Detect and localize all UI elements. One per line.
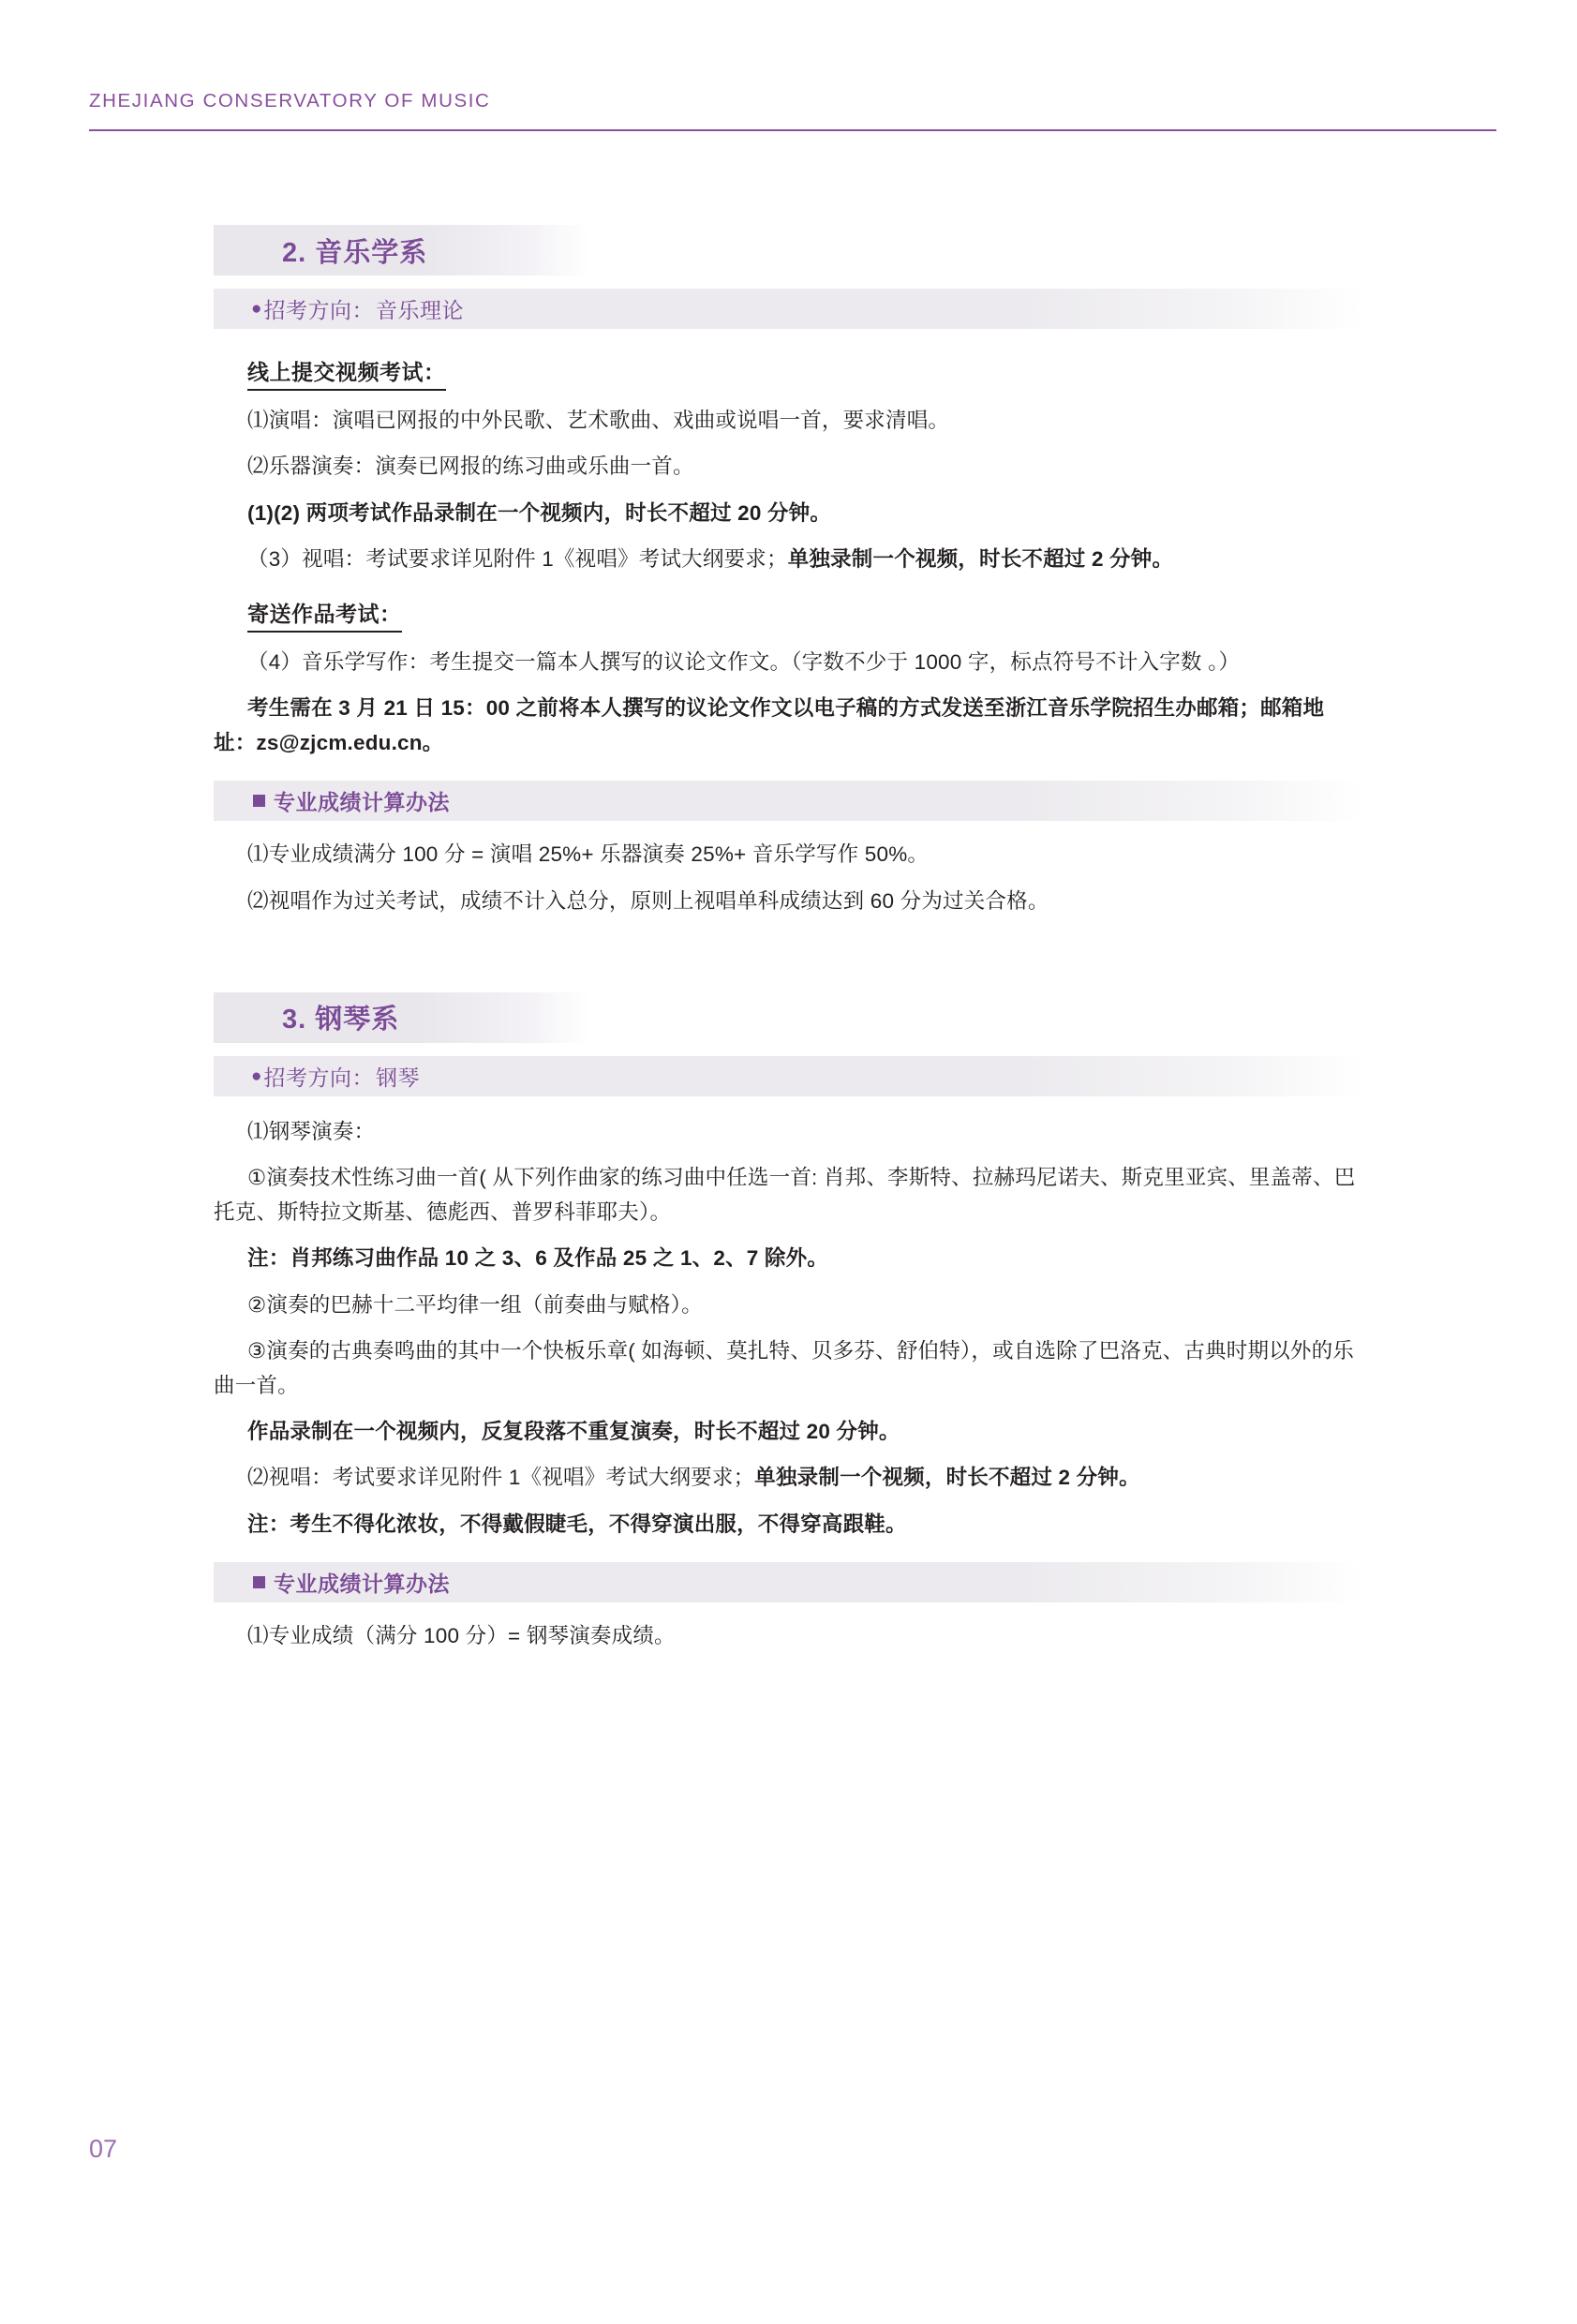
direction-value: 音乐理论 [375,298,464,322]
institution-name: ZHEJIANG CONSERVATORY OF MUSIC [89,90,491,112]
paragraph: ①演奏技术性练习曲一首( 从下列作曲家的练习曲中任选一首: 肖邦、李斯特、拉赫玛尼诺夫、斯克里亚宾、里盖蒂、巴托克、斯特拉文斯基、德彪西、普罗科菲耶夫）。 [214,1166,1356,1224]
section-piano [214,992,1361,1654]
header-divider [89,129,1496,131]
score-calculation-label: 专业成绩计算办法 [274,1572,450,1597]
score-calculation-banner [214,781,1361,821]
section-heading-text: 2. 音乐学系 [282,237,428,268]
paragraph-mixed-bold: 单独录制一个视频，时长不超过 2 分钟。 [787,547,1174,572]
square-bullet-icon [253,1576,265,1588]
score-calculation-banner [214,1562,1361,1602]
paragraph: ⑴演唱：演唱已网报的中外民歌、艺术歌曲、戏曲或说唱一首，要求清唱。 [247,409,950,432]
subheading-mailed-work: 寄送作品考试： [247,597,402,633]
paragraph-bold-contact: 考生需在 3 月 21 日 15：00 之前将本人撰写的议论文作文以电子稿的方式发送至浙江音乐学院招生办邮箱；邮箱地址：zs@zjcm.edu.cn。 [214,696,1325,754]
section-heading-banner [214,225,588,276]
paragraph: ②演奏的巴赫十二平均律一组（前奏曲与赋格）。 [247,1292,703,1317]
section-spacer [214,931,1361,992]
paragraph: ⑴专业成绩（满分 100 分）= 钢琴演奏成绩。 [247,1624,676,1648]
square-bullet-icon [253,795,265,807]
paragraph-mixed-normal: ⑵视唱：考试要求详见附件 1《视唱》考试大纲要求； [247,1466,755,1490]
paragraph: ⑵视唱作为过关考试，成绩不计入总分，原则上视唱单科成绩达到 60 分为过关合格。 [247,888,1049,913]
direction-banner [214,1056,1361,1096]
section-music-studies [214,225,1361,918]
score-calculation-label: 专业成绩计算办法 [274,790,450,815]
direction-label: 招考方向： [263,298,374,322]
page-header [89,90,1496,131]
paragraph: ③演奏的古典奏鸣曲的其中一个快板乐章( 如海顿、莫扎特、贝多芬、舒伯特），或自选除了巴洛克、古典时期以外的乐曲一首。 [214,1339,1354,1397]
paragraph-mixed [214,1461,1361,1495]
subheading-mailed-work-wrap [214,589,1361,646]
paragraph-mixed-normal: （3）视唱：考试要求详见附件 1《视唱》考试大纲要求； [247,547,788,572]
subheading-online-exam-wrap [214,348,1361,404]
paragraph: ⑴专业成绩满分 100 分 = 演唱 25%+ 乐器演奏 25%+ 音乐学写作 50%。 [247,842,930,867]
paragraph: ⑴钢琴演奏： [247,1119,376,1143]
subheading-online-exam: 线上提交视频考试： [247,355,446,391]
document-content [214,225,1361,1666]
bullet-dot-icon: ● [251,1065,262,1086]
direction-value: 钢琴 [375,1065,420,1090]
paragraph: ⑵乐器演奏：演奏已网报的练习曲或乐曲一首。 [247,454,694,479]
paragraph-mixed [214,543,1361,576]
paragraph: （4）音乐学写作：考生提交一篇本人撰写的议论文作文。（字数不少于 1000 字，标点符号不计入字数 。） [247,649,1241,674]
paragraph-bold-note: 注：考生不得化浓妆，不得戴假睫毛，不得穿演出服，不得穿高跟鞋。 [247,1512,907,1536]
paragraph-bold: (1)(2) 两项考试作品录制在一个视频内，时长不超过 20 分钟。 [247,500,832,525]
paragraph-bold: 注：肖邦练习曲作品 10 之 3、6 及作品 25 之 1、2、7 除外。 [247,1246,829,1271]
section-heading-banner [214,992,588,1043]
bullet-dot-icon: ● [251,299,262,319]
section-heading-text: 3. 钢琴系 [282,1005,400,1035]
paragraph-mixed-bold: 单独录制一个视频，时长不超过 2 分钟。 [754,1466,1140,1490]
direction-banner [214,289,1361,329]
paragraph-bold: 作品录制在一个视频内，反复段落不重复演奏，时长不超过 20 分钟。 [247,1420,900,1443]
direction-label: 招考方向： [263,1065,374,1090]
page-number: 07 [89,2135,118,2163]
